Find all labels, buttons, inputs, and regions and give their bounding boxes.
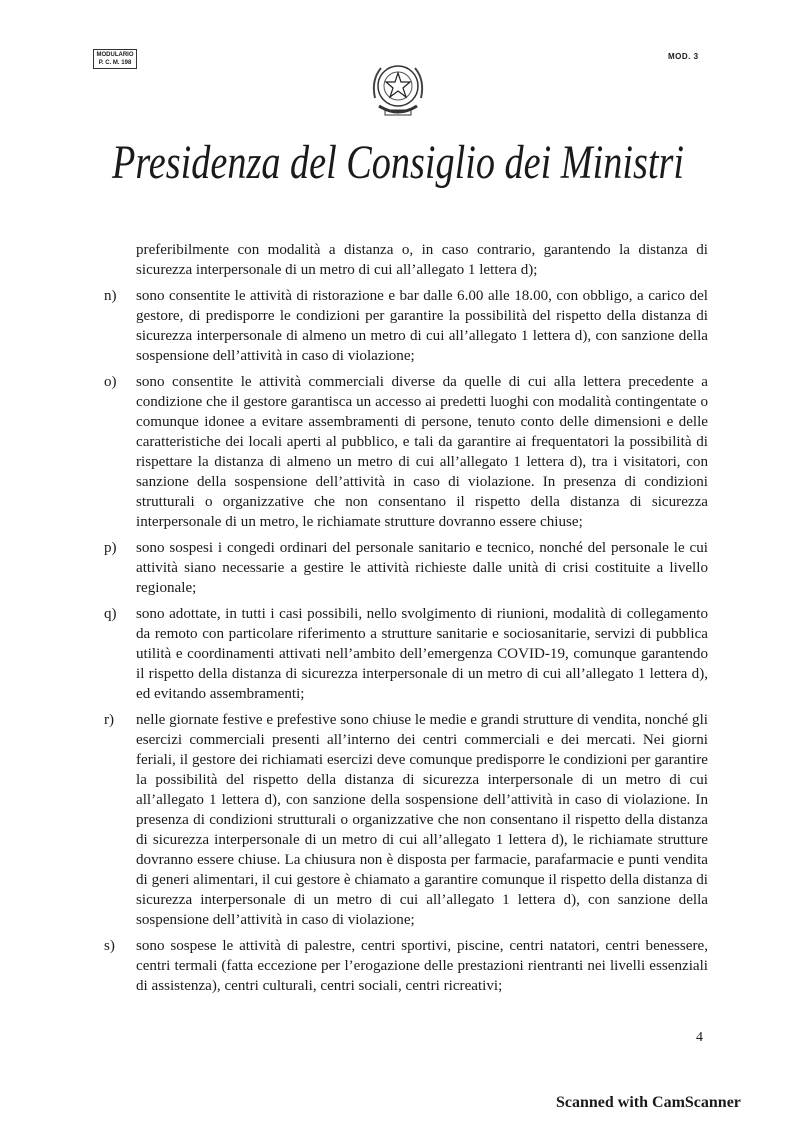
modulario-stamp	[93, 49, 137, 69]
item-letter: s)	[104, 938, 115, 954]
item-text: sono consentite le attività commerciali diverse da quelle di cui alla lettera precedente a condizione che il gestore garantisca un accesso ai predetti luoghi con modalità contingentate o comunque idonee a evitare assembramenti di persone, tenuto conto delle dimensioni e delle caratteristiche dei locali aperti al pubblico, e tali da garantire ai frequentatori la possibilità di rispettare la distanza di almeno un metro di cui all’allegato 1 lettera d), tra i visitatori, con sanzione della sospensione dell’attività in caso di violazione. In presenza di condizioni strutturali o organizzative che non consentano il rispetto della distanza di sicurezza interpersonale di un metro, le richiamate strutture dovranno essere chiuse;	[136, 374, 708, 530]
item-letter: o)	[104, 374, 117, 390]
document-body	[104, 240, 708, 1002]
item-list	[104, 286, 708, 996]
mod-label: MOD. 3	[668, 52, 699, 61]
list-item	[104, 286, 708, 366]
item-text: sono sospese le attività di palestre, centri sportivi, piscine, centri natatori, centri benessere, centri termali (fatta eccezione per l’erogazione delle prestazioni rientranti nei livelli essenziali di assistenza), centri culturali, centri sociali, centri ricreativi;	[136, 938, 708, 994]
item-text: sono adottate, in tutti i casi possibili, nello svolgimento di riunioni, modalità di collegamento da remoto con particolare riferimento a strutture sanitarie e sociosanitarie, servizi di pubblica utilità e coordinamenti attivati nell’ambito dell’emergenza COVID-19, comunque garantendo il rispetto della distanza di sicurezza interpersonale di un metro di cui all’allegato 1 lettera d), ed evitando assembramenti;	[136, 606, 708, 702]
italian-emblem-icon	[367, 58, 429, 124]
presidenza-heading	[108, 132, 688, 196]
page-number: 4	[696, 1030, 703, 1045]
list-item	[104, 372, 708, 532]
item-text: sono sospesi i congedi ordinari del personale sanitario e tecnico, nonché del personale le cui attività siano necessarie a gestire le attività richieste dalle unità di crisi costituite a livello regionale;	[136, 540, 708, 596]
list-item	[104, 604, 708, 704]
heading-text: Presidenza del Consiglio dei Ministri	[111, 136, 685, 189]
item-letter: q)	[104, 606, 117, 622]
list-item	[104, 936, 708, 996]
intro-paragraph: preferibilmente con modalità a distanza o, in caso contrario, garantendo la distanza di sicurezza interpersonale di un metro di cui all’allegato 1 lettera d);	[136, 242, 708, 278]
list-item	[104, 538, 708, 598]
item-letter: n)	[104, 288, 117, 304]
camscanner-footer: Scanned with CamScanner	[556, 1094, 741, 1111]
item-letter: p)	[104, 540, 117, 556]
list-item	[104, 710, 708, 930]
item-text: sono consentite le attività di ristorazione e bar dalle 6.00 alle 18.00, con obbligo, a carico del gestore, di predisporre le condizioni per garantire la possibilità del rispetto della distanza di sicurezza interpersonale di almeno un metro di cui all’allegato 1 lettera d), con sanzione della sospensione dell’attività in caso di violazione;	[136, 288, 708, 364]
stamp-line-1: MODULARIO	[96, 52, 134, 58]
item-text: nelle giornate festive e prefestive sono chiuse le medie e grandi strutture di vendita, nonché gli esercizi commerciali presenti all’interno dei centri commerciali e dei mercati. Nei giorni feriali, il gestore dei richiamati esercizi deve comunque predisporre le condizioni per garantire la possibilità del rispetto della distanza di sicurezza interpersonale di un metro di cui all’allegato 1 lettera d), con sanzione della sospensione dell’attività in caso di violazione. In presenza di condizioni strutturali o organizzative che non consentano il rispetto della distanza di sicurezza interpersonale di un metro di cui all’allegato 1 lettera d), le richiamate strutture dovranno essere chiuse. La chiusura non è disposta per farmacie, parafarmacie e punti vendita di generi alimentari, il cui gestore è chiamato a garantire comunque il rispetto della distanza di sicurezza interpersonale di un metro di cui all’allegato 1 lettera d), con sanzione della sospensione dell’attività in caso di violazione;	[136, 712, 708, 928]
stamp-line-2: P. C. M. 198	[98, 60, 132, 66]
item-letter: r)	[104, 712, 115, 728]
